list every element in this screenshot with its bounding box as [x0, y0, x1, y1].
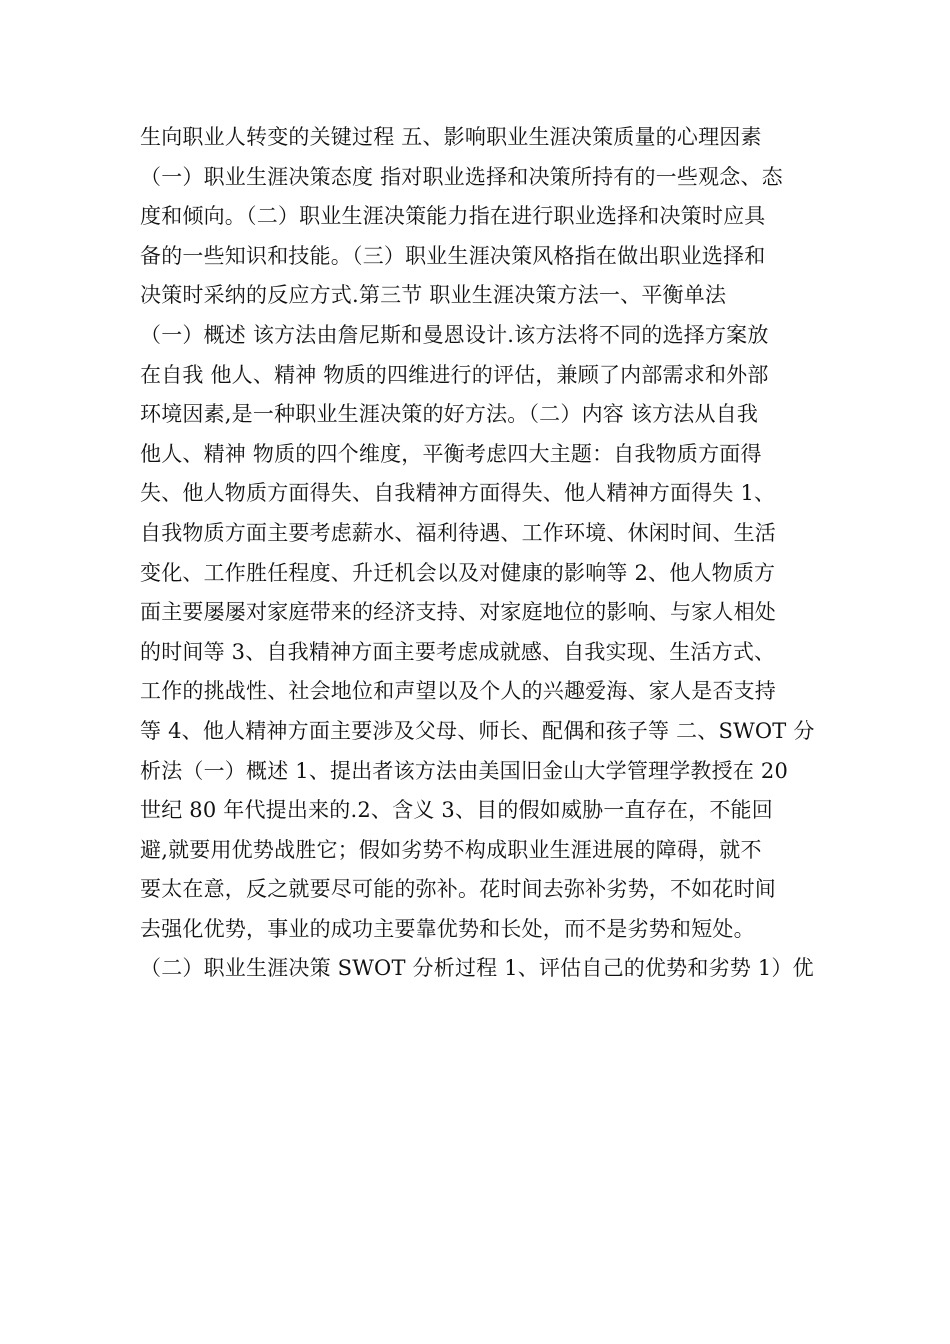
text-line: 要太在意，反之就要尽可能的弥补。花时间去弥补劣势，不如花时间 — [140, 877, 776, 902]
text-line: 等 4、他人精神方面主要涉及父母、师长、配偶和孩子等 二、SWOT 分 — [140, 718, 815, 743]
text-line: 自我物质方面主要考虑薪水、福利待遇、工作环境、休闲时间、生活 — [140, 520, 776, 545]
text-line: 环境因素,是一种职业生涯决策的好方法。（二）内容 该方法从自我 — [140, 402, 759, 427]
text-line: 的时间等 3、自我精神方面主要考虑成就感、自我实现、生活方式、 — [140, 639, 776, 664]
text-line: 世纪 80 年代提出来的.2、含义 3、目的假如威胁一直存在，不能回 — [140, 798, 773, 823]
text-line: 在自我 他人、精神 物质的四维进行的评估，兼顾了内部需求和外部 — [140, 362, 769, 387]
text-line: 度和倾向。（二）职业生涯决策能力指在进行职业选择和决策时应具 — [140, 204, 766, 229]
text-line: （二）职业生涯决策 SWOT 分析过程 1、评估自己的优势和劣势 1）优 — [140, 956, 814, 981]
text-line: 工作的挑战性、社会地位和声望以及个人的兴趣爱海、家人是否支持 — [140, 679, 776, 704]
text-line: （一）概述 该方法由詹尼斯和曼恩设计.该方法将不同的选择方案放 — [140, 322, 769, 347]
text-line: 析法（一）概述 1、提出者该方法由美国旧金山大学管理学教授在 20 — [140, 758, 789, 783]
text-line: 决策时采纳的反应方式.第三节 职业生涯决策方法一、平衡单法 — [140, 283, 727, 308]
text-line: （一）职业生涯决策态度 指对职业选择和决策所持有的一些观念、态 — [140, 164, 783, 189]
body-text — [140, 118, 830, 989]
text-line: 失、他人物质方面得失、自我精神方面得失、他人精神方面得失 1、 — [140, 481, 776, 506]
text-line: 面主要屡屡对家庭带来的经济支持、对家庭地位的影响、与家人相处 — [140, 600, 776, 625]
text-line: 去强化优势，事业的成功主要靠优势和长处，而不是劣势和短处。 — [140, 916, 755, 941]
text-line: 避,就要用优势战胜它；假如劣势不构成职业生涯进展的障碍，就不 — [140, 837, 762, 862]
text-line: 生向职业人转变的关键过程 五、影响职业生涯决策质量的心理因素 — [140, 125, 762, 149]
text-line: 变化、工作胜任程度、升迁机会以及对健康的影响等 2、他人物质方 — [140, 560, 776, 585]
text-line: 备的一些知识和技能。（三）职业生涯决策风格指在做出职业选择和 — [140, 243, 766, 268]
text-line: 他人、精神 物质的四个维度，平衡考虑四大主题：自我物质方面得 — [140, 441, 762, 466]
